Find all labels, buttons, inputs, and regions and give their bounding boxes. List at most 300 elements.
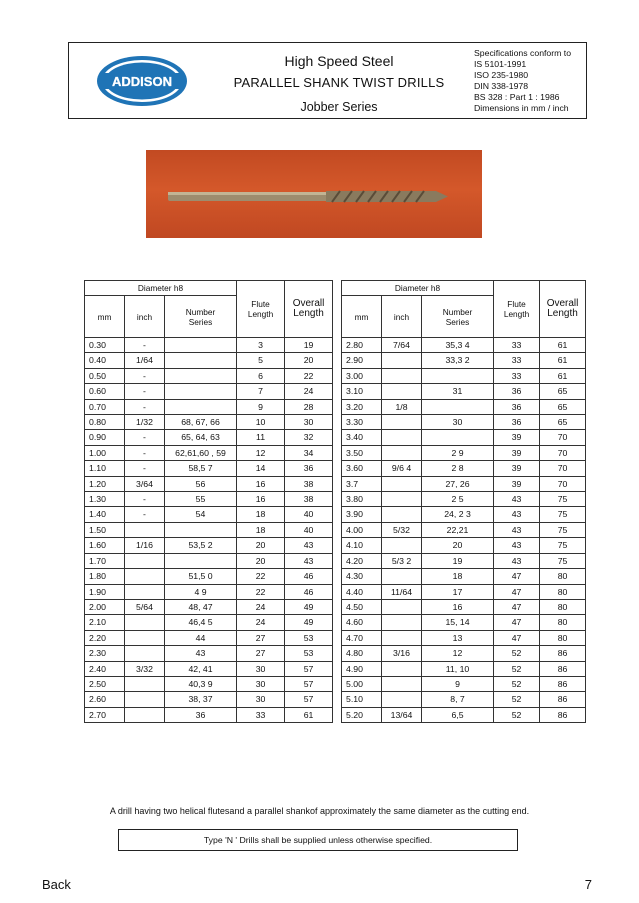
table-row — [342, 630, 586, 645]
mm-header: mm — [85, 296, 125, 338]
inch-header: inch — [125, 296, 165, 338]
mm-cell: 0.40 — [85, 353, 125, 368]
num-cell: 27, 26 — [422, 476, 494, 491]
flute-cell: 43 — [494, 522, 540, 537]
num-cell: 58,5 7 — [165, 461, 237, 476]
overall-length-label: Length — [547, 308, 578, 319]
overall-cell: 80 — [540, 615, 586, 630]
series-label: Series — [188, 316, 213, 327]
mm-header: mm — [342, 296, 382, 338]
flute-cell: 3 — [237, 338, 285, 353]
table-row — [342, 353, 586, 368]
num-cell: 46,4 5 — [165, 615, 237, 630]
flute-cell: 47 — [494, 599, 540, 614]
flute-cell: 33 — [494, 338, 540, 353]
flute-cell: 30 — [237, 676, 285, 691]
flute-cell: 47 — [494, 615, 540, 630]
inch-cell: 3/16 — [382, 646, 422, 661]
overall-cell: 34 — [285, 445, 333, 460]
mm-cell: 2.50 — [85, 676, 125, 691]
mm-cell: 2.20 — [85, 630, 125, 645]
table-row — [85, 522, 333, 537]
flute-cell: 39 — [494, 445, 540, 460]
mm-cell: 3.40 — [342, 430, 382, 445]
mm-cell: 0.80 — [85, 415, 125, 430]
flute-length-header — [494, 281, 540, 338]
overall-cell: 86 — [540, 646, 586, 661]
table-row — [85, 676, 333, 691]
mm-cell: 3.50 — [342, 445, 382, 460]
inch-cell — [125, 553, 165, 568]
flute-cell: 36 — [494, 415, 540, 430]
specifications — [474, 48, 586, 114]
flute-cell: 16 — [237, 476, 285, 491]
overall-cell: 75 — [540, 553, 586, 568]
mm-cell: 4.20 — [342, 553, 382, 568]
flute-cell: 47 — [494, 584, 540, 599]
inch-cell — [125, 584, 165, 599]
num-cell: 2 9 — [422, 445, 494, 460]
table-row — [342, 384, 586, 399]
inch-cell — [382, 476, 422, 491]
inch-cell — [382, 630, 422, 645]
table-row — [342, 415, 586, 430]
num-cell — [165, 399, 237, 414]
flute-cell: 52 — [494, 676, 540, 691]
mm-cell: 4.60 — [342, 615, 382, 630]
overall-cell: 43 — [285, 538, 333, 553]
table-row — [342, 507, 586, 522]
inch-cell — [382, 569, 422, 584]
inch-cell — [125, 522, 165, 537]
description-text: A drill having two helical flutesand a parallel shankof approximately the same diameter as the cutting end. — [109, 806, 530, 816]
overall-cell: 80 — [540, 584, 586, 599]
num-cell: 36 — [165, 707, 237, 722]
mm-cell: 4.40 — [342, 584, 382, 599]
mm-cell: 3.10 — [342, 384, 382, 399]
drill-image — [146, 150, 482, 238]
flute-cell: 43 — [494, 507, 540, 522]
mm-cell: 1.40 — [85, 507, 125, 522]
inch-cell: - — [125, 399, 165, 414]
spec-line: IS 5101-1991 — [474, 59, 527, 69]
table-body-left — [85, 338, 333, 723]
overall-cell: 46 — [285, 569, 333, 584]
overall-cell: 49 — [285, 599, 333, 614]
table-row — [85, 430, 333, 445]
overall-cell: 75 — [540, 507, 586, 522]
table-row — [342, 492, 586, 507]
inch-cell: - — [125, 368, 165, 383]
table-row — [85, 507, 333, 522]
type-n-note: Type 'N ' Drills shall be supplied unless otherwise specified. — [118, 829, 518, 851]
num-cell — [165, 384, 237, 399]
num-cell: 48, 47 — [165, 599, 237, 614]
overall-cell: 40 — [285, 522, 333, 537]
inch-cell — [382, 430, 422, 445]
flute-length-header — [237, 281, 285, 338]
overall-cell: 32 — [285, 430, 333, 445]
mm-cell: 1.20 — [85, 476, 125, 491]
inch-cell: - — [125, 461, 165, 476]
overall-cell: 65 — [540, 384, 586, 399]
flute-cell: 9 — [237, 399, 285, 414]
table-row — [342, 599, 586, 614]
inch-cell — [382, 492, 422, 507]
overall-length-header — [285, 281, 333, 338]
inch-cell: - — [125, 507, 165, 522]
inch-cell: 3/32 — [125, 661, 165, 676]
num-cell: 35,3 4 — [422, 338, 494, 353]
overall-cell: 70 — [540, 445, 586, 460]
flute-cell: 12 — [237, 445, 285, 460]
mm-cell: 4.50 — [342, 599, 382, 614]
inch-cell: 3/64 — [125, 476, 165, 491]
overall-cell: 86 — [540, 676, 586, 691]
flute-cell: 33 — [494, 368, 540, 383]
table-row — [342, 615, 586, 630]
flute-cell: 18 — [237, 507, 285, 522]
page-number: 7 — [584, 877, 592, 892]
overall-cell: 70 — [540, 461, 586, 476]
flute-cell: 20 — [237, 553, 285, 568]
title-block — [229, 49, 449, 114]
overall-cell: 61 — [540, 353, 586, 368]
inch-cell — [382, 599, 422, 614]
table-row — [342, 522, 586, 537]
table-row — [85, 569, 333, 584]
num-cell: 62,61,60 , 59 — [165, 445, 237, 460]
overall-cell: 86 — [540, 707, 586, 722]
overall-length-header — [540, 281, 586, 338]
mm-cell: 3.00 — [342, 368, 382, 383]
mm-cell: 2.00 — [85, 599, 125, 614]
table-row — [85, 692, 333, 707]
table-row — [342, 692, 586, 707]
mm-cell: 0.60 — [85, 384, 125, 399]
num-cell: 19 — [422, 553, 494, 568]
flute-cell: 27 — [237, 630, 285, 645]
table-body-right — [342, 338, 586, 723]
flute-cell: 33 — [237, 707, 285, 722]
overall-cell: 86 — [540, 692, 586, 707]
overall-cell: 75 — [540, 522, 586, 537]
flute-cell: 30 — [237, 661, 285, 676]
title-line3: Jobber Series — [300, 100, 378, 114]
back-link[interactable]: Back — [42, 877, 71, 892]
overall-cell: 38 — [285, 492, 333, 507]
table-row — [342, 553, 586, 568]
flute-cell: 52 — [494, 692, 540, 707]
num-cell: 38, 37 — [165, 692, 237, 707]
flute-cell: 30 — [237, 692, 285, 707]
inch-cell — [382, 415, 422, 430]
inch-cell: 5/3 2 — [382, 553, 422, 568]
num-cell: 2 5 — [422, 492, 494, 507]
mm-cell: 2.80 — [342, 338, 382, 353]
overall-cell: 22 — [285, 368, 333, 383]
overall-cell: 57 — [285, 661, 333, 676]
overall-cell: 28 — [285, 399, 333, 414]
diameter-header: Diameter h8 — [85, 281, 237, 296]
inch-cell — [382, 676, 422, 691]
overall-cell: 57 — [285, 676, 333, 691]
flute-cell: 24 — [237, 599, 285, 614]
table-row — [85, 492, 333, 507]
table-row — [85, 553, 333, 568]
inch-cell — [382, 368, 422, 383]
inch-cell — [382, 384, 422, 399]
num-cell: 31 — [422, 384, 494, 399]
overall-cell: 36 — [285, 461, 333, 476]
table-row — [342, 368, 586, 383]
flute-cell: 52 — [494, 661, 540, 676]
table-row — [85, 476, 333, 491]
table-row — [342, 538, 586, 553]
overall-cell: 30 — [285, 415, 333, 430]
mm-cell: 4.90 — [342, 661, 382, 676]
mm-cell: 3.7 — [342, 476, 382, 491]
flute-cell: 52 — [494, 707, 540, 722]
drill-table-left — [84, 280, 333, 723]
overall-cell: 61 — [540, 368, 586, 383]
num-cell — [422, 368, 494, 383]
flute-cell: 36 — [494, 384, 540, 399]
num-cell: 16 — [422, 599, 494, 614]
spec-line: ISO 235-1980 — [474, 70, 529, 80]
overall-cell: 43 — [285, 553, 333, 568]
mm-cell: 0.90 — [85, 430, 125, 445]
mm-cell: 3.90 — [342, 507, 382, 522]
inch-cell — [125, 569, 165, 584]
mm-cell: 4.10 — [342, 538, 382, 553]
num-cell: 42, 41 — [165, 661, 237, 676]
mm-cell: 1.90 — [85, 584, 125, 599]
inch-cell — [125, 630, 165, 645]
mm-cell: 1.60 — [85, 538, 125, 553]
inch-cell: 1/16 — [125, 538, 165, 553]
num-cell: 9 — [422, 676, 494, 691]
overall-cell: 46 — [285, 584, 333, 599]
num-cell: 68, 67, 66 — [165, 415, 237, 430]
overall-cell: 80 — [540, 569, 586, 584]
flute-cell: 5 — [237, 353, 285, 368]
flute-cell: 22 — [237, 584, 285, 599]
num-cell — [422, 399, 494, 414]
num-cell: 20 — [422, 538, 494, 553]
overall-cell: 40 — [285, 507, 333, 522]
overall-cell: 75 — [540, 538, 586, 553]
inch-cell — [382, 353, 422, 368]
mm-cell: 2.40 — [85, 661, 125, 676]
inch-header: inch — [382, 296, 422, 338]
num-cell: 33,3 2 — [422, 353, 494, 368]
table-row — [85, 615, 333, 630]
table-row — [342, 661, 586, 676]
num-cell: 55 — [165, 492, 237, 507]
overall-cell: 65 — [540, 399, 586, 414]
mm-cell: 0.50 — [85, 368, 125, 383]
mm-cell: 4.70 — [342, 630, 382, 645]
num-cell: 15, 14 — [422, 615, 494, 630]
flute-cell: 36 — [494, 399, 540, 414]
flute-length-label: Length — [503, 309, 530, 319]
num-cell — [165, 368, 237, 383]
mm-cell: 3.60 — [342, 461, 382, 476]
flute-cell: 20 — [237, 538, 285, 553]
flute-cell: 39 — [494, 461, 540, 476]
inch-cell: 13/64 — [382, 707, 422, 722]
num-cell: 13 — [422, 630, 494, 645]
inch-cell: 1/8 — [382, 399, 422, 414]
table-row — [342, 476, 586, 491]
inch-cell: 11/64 — [382, 584, 422, 599]
inch-cell: - — [125, 338, 165, 353]
inch-cell — [382, 538, 422, 553]
table-row — [85, 461, 333, 476]
table-row — [342, 584, 586, 599]
flute-label: Flute — [251, 299, 270, 309]
table-row — [342, 461, 586, 476]
addison-logo — [96, 55, 188, 107]
spec-line: BS 328 : Part 1 : 1986 — [474, 92, 560, 102]
num-cell: 2 8 — [422, 461, 494, 476]
num-cell: 18 — [422, 569, 494, 584]
title-line1: High Speed Steel — [284, 53, 394, 69]
spec-line: DIN 338-1978 — [474, 81, 529, 91]
inch-cell — [382, 692, 422, 707]
flute-cell: 39 — [494, 430, 540, 445]
flute-cell: 47 — [494, 569, 540, 584]
num-cell — [422, 430, 494, 445]
flute-cell: 18 — [237, 522, 285, 537]
mm-cell: 1.00 — [85, 445, 125, 460]
number-series-header — [165, 296, 237, 338]
series-label: Series — [445, 316, 470, 327]
mm-cell: 2.70 — [85, 707, 125, 722]
table-row — [342, 338, 586, 353]
num-cell: 30 — [422, 415, 494, 430]
mm-cell: 3.20 — [342, 399, 382, 414]
table-row — [342, 445, 586, 460]
num-cell: 65, 64, 63 — [165, 430, 237, 445]
number-label: Number — [442, 306, 473, 317]
table-row — [85, 707, 333, 722]
inch-cell: 5/64 — [125, 599, 165, 614]
table-row — [342, 430, 586, 445]
inch-cell — [125, 676, 165, 691]
inch-cell — [125, 615, 165, 630]
flute-cell: 27 — [237, 646, 285, 661]
table-row — [342, 707, 586, 722]
flute-label: Flute — [507, 299, 526, 309]
overall-label: Overall — [546, 298, 579, 309]
inch-cell — [382, 661, 422, 676]
overall-cell: 75 — [540, 492, 586, 507]
num-cell — [165, 353, 237, 368]
diameter-header: Diameter h8 — [342, 281, 494, 296]
num-cell: 56 — [165, 476, 237, 491]
table-row — [85, 599, 333, 614]
table-row — [342, 399, 586, 414]
mm-cell: 5.10 — [342, 692, 382, 707]
overall-cell: 80 — [540, 630, 586, 645]
table-row — [85, 338, 333, 353]
mm-cell: 0.30 — [85, 338, 125, 353]
inch-cell: - — [125, 384, 165, 399]
table-row — [85, 630, 333, 645]
mm-cell: 4.30 — [342, 569, 382, 584]
flute-cell: 16 — [237, 492, 285, 507]
table-row — [85, 368, 333, 383]
inch-cell: 1/64 — [125, 353, 165, 368]
flute-cell: 22 — [237, 569, 285, 584]
inch-cell: - — [125, 492, 165, 507]
table-row — [85, 399, 333, 414]
flute-cell: 11 — [237, 430, 285, 445]
overall-length-label: Length — [293, 308, 324, 319]
num-cell: 53,5 2 — [165, 538, 237, 553]
overall-cell: 20 — [285, 353, 333, 368]
drill-table-right — [341, 280, 586, 723]
inch-cell: - — [125, 430, 165, 445]
flute-cell: 6 — [237, 368, 285, 383]
title-line2: PARALLEL SHANK TWIST DRILLS — [233, 75, 445, 90]
table-row — [85, 445, 333, 460]
num-cell: 51,5 0 — [165, 569, 237, 584]
overall-cell: 53 — [285, 646, 333, 661]
num-cell — [165, 338, 237, 353]
flute-cell: 24 — [237, 615, 285, 630]
flute-length-label: Length — [247, 309, 274, 319]
mm-cell: 3.80 — [342, 492, 382, 507]
num-cell: 24, 2 3 — [422, 507, 494, 522]
table-row — [85, 584, 333, 599]
overall-cell: 65 — [540, 415, 586, 430]
table-row — [342, 646, 586, 661]
overall-cell: 57 — [285, 692, 333, 707]
inch-cell: 1/32 — [125, 415, 165, 430]
inch-cell: - — [125, 445, 165, 460]
spec-line: Specifications conform to — [474, 48, 572, 58]
header-box — [68, 42, 587, 119]
mm-cell: 1.80 — [85, 569, 125, 584]
overall-cell: 38 — [285, 476, 333, 491]
overall-cell: 49 — [285, 615, 333, 630]
number-label: Number — [185, 306, 216, 317]
flute-cell: 43 — [494, 553, 540, 568]
mm-cell: 2.60 — [85, 692, 125, 707]
num-cell: 44 — [165, 630, 237, 645]
overall-cell: 53 — [285, 630, 333, 645]
num-cell: 54 — [165, 507, 237, 522]
inch-cell — [382, 507, 422, 522]
mm-cell: 4.00 — [342, 522, 382, 537]
flute-cell: 10 — [237, 415, 285, 430]
overall-cell: 24 — [285, 384, 333, 399]
overall-cell: 70 — [540, 430, 586, 445]
inch-cell: 7/64 — [382, 338, 422, 353]
overall-cell: 86 — [540, 661, 586, 676]
overall-cell: 61 — [540, 338, 586, 353]
mm-cell: 3.30 — [342, 415, 382, 430]
mm-cell: 0.70 — [85, 399, 125, 414]
mm-cell: 1.30 — [85, 492, 125, 507]
flute-cell: 7 — [237, 384, 285, 399]
table-row — [342, 569, 586, 584]
mm-cell: 1.50 — [85, 522, 125, 537]
inch-cell — [125, 646, 165, 661]
